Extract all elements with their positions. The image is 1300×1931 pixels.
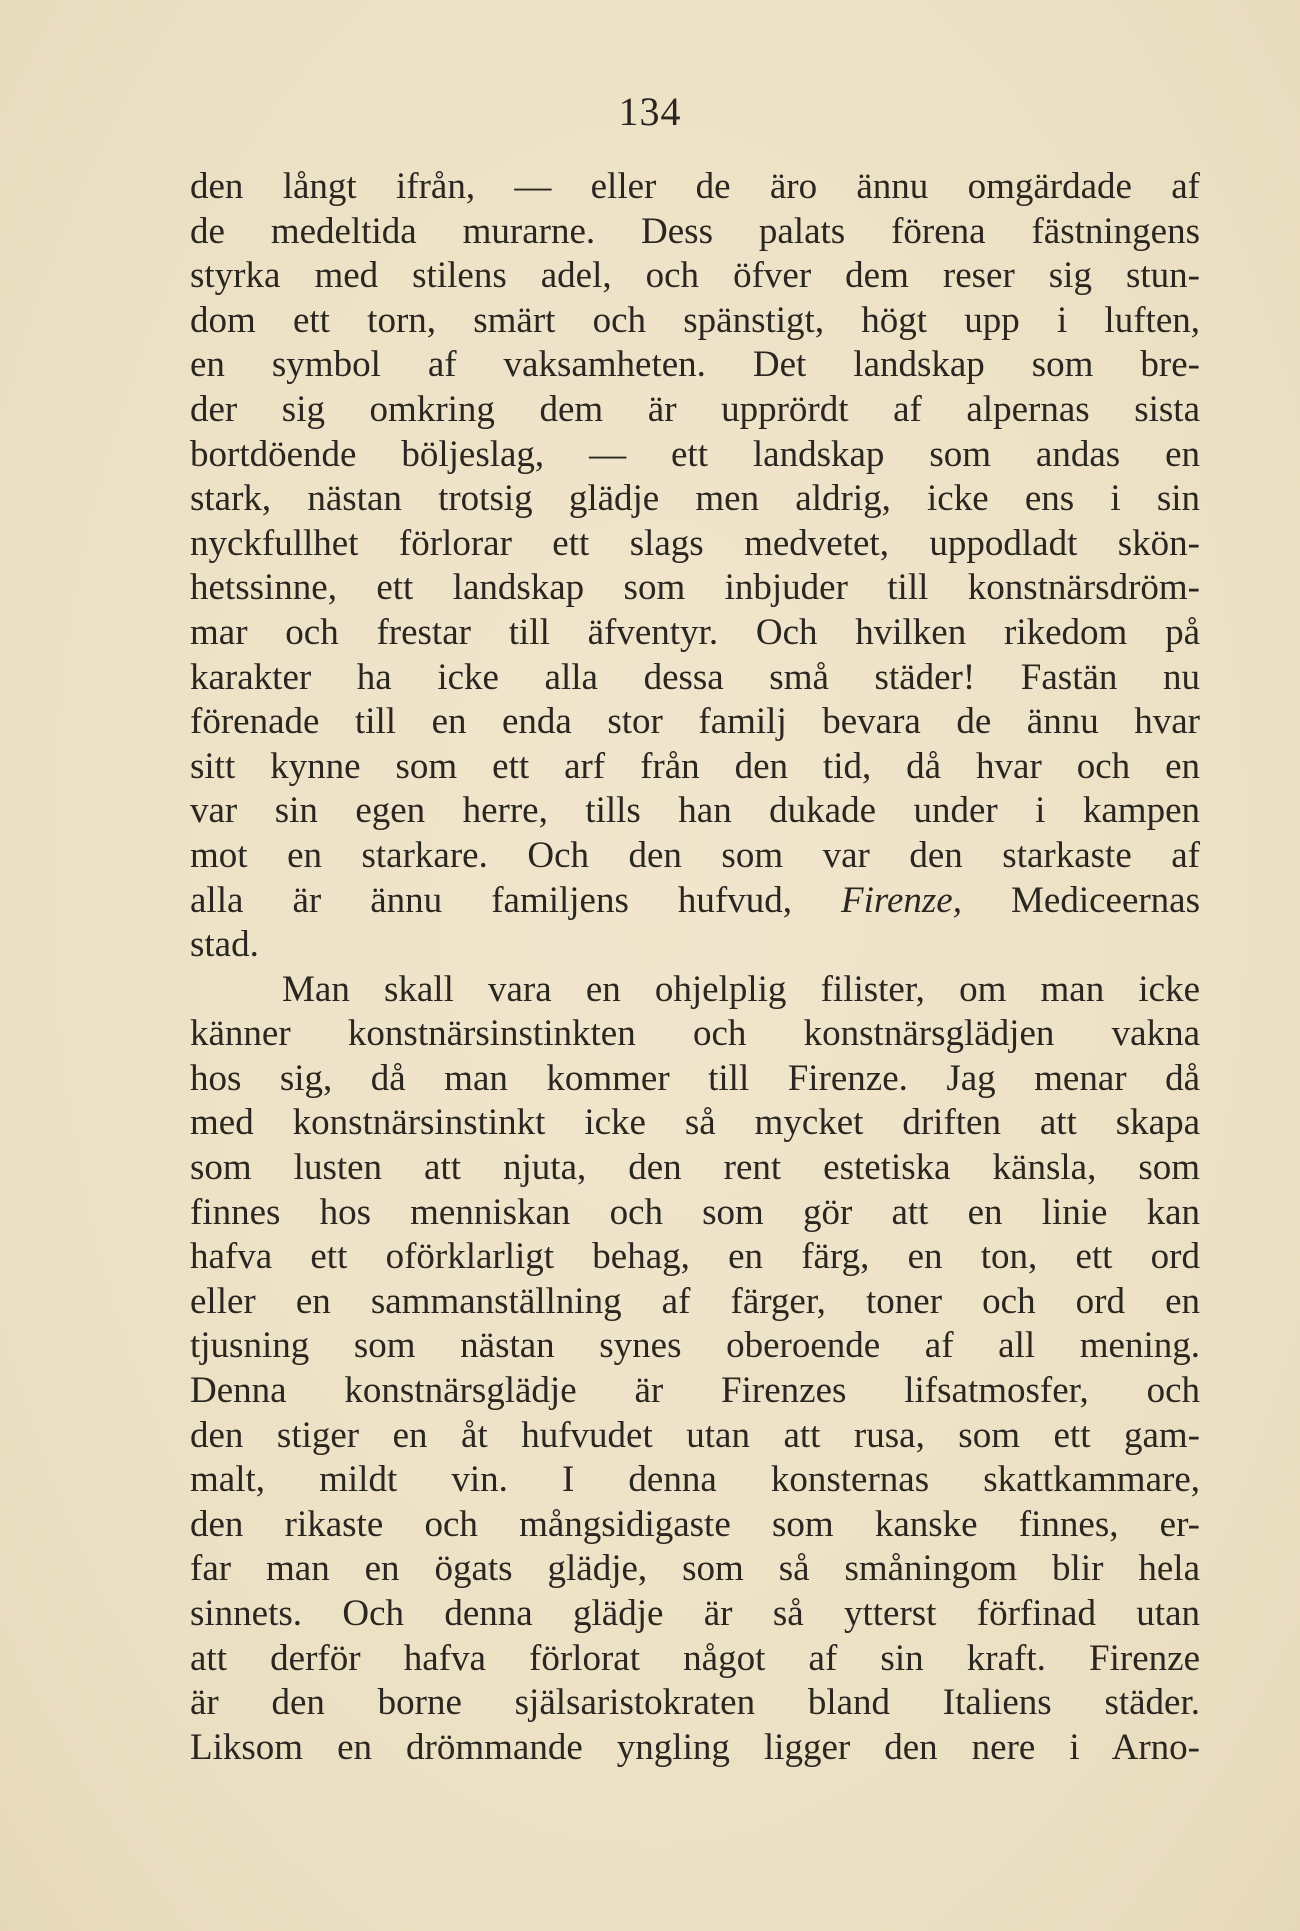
paragraph-last-line: stad. xyxy=(190,924,259,966)
text-line: bortdöende böljeslag, — ett landskap som andas en xyxy=(190,433,1200,475)
text-line: den långt ifrån, — eller de äro ännu omgärdade af xyxy=(190,166,1200,207)
text-line: malt, mildt vin. I denna konsternas skattkammare, xyxy=(190,1459,1200,1501)
text-line: med konstnärsinstinkt icke så mycket driften att skapa xyxy=(190,1102,1200,1144)
text-line: mot en starkare. Och den som var den starkaste af xyxy=(190,834,1200,876)
text-line: finnes hos menniskan och som gör att en linie kan xyxy=(190,1191,1200,1233)
italic-place-name: Firenze, xyxy=(841,879,962,921)
text-line: der sig omkring dem är upprördt af alpernas sista xyxy=(190,388,1200,430)
text-line: sinnets. Och denna glädje är så ytterst förfinad utan xyxy=(190,1593,1200,1634)
text-line: en symbol af vaksamheten. Det landskap som bre- xyxy=(190,344,1200,386)
text-line: mar och frestar till äfventyr. Och hvilken rikedom på xyxy=(190,611,1200,653)
text-line: var sin egen herre, tills han dukade under i kampen xyxy=(190,790,1200,832)
text-line: hetssinne, ett landskap som inbjuder till konstnärsdröm- xyxy=(190,567,1200,609)
text-line: de medeltida murarne. Dess palats förena fästningens xyxy=(190,210,1200,252)
paragraph-2 xyxy=(190,968,1200,1771)
text-line: tjusning som nästan synes oberoende af all mening. xyxy=(190,1325,1200,1367)
text-line: dom ett torn, smärt och spänstigt, högt upp i luften, xyxy=(190,299,1200,341)
text-line: stark, nästan trotsig glädje men aldrig, icke ens i sin xyxy=(190,478,1200,520)
text-line: att derför hafva förlorat något af sin kraft. Firenze xyxy=(190,1637,1200,1679)
line-text-after-italic: Mediceernas xyxy=(961,879,1200,921)
text-line-with-italic xyxy=(190,879,1200,924)
text-line: karakter ha icke alla dessa små städer! Fastän nu xyxy=(190,656,1200,698)
text-line: styrka med stilens adel, och öfver dem reser sig stun- xyxy=(190,255,1200,297)
text-line: hafva ett oförklarligt behag, en färg, en ton, ett ord xyxy=(190,1236,1200,1278)
paragraph-first-line: Man skall vara en ohjelplig filister, om man icke xyxy=(282,968,1200,1010)
text-line: sitt kynne som ett arf från den tid, då hvar och en xyxy=(190,745,1200,787)
text-line: förenade till en enda stor familj bevara de ännu hvar xyxy=(190,701,1200,743)
line-text-before-italic: alla är ännu familjens hufvud, xyxy=(190,879,842,921)
text-line: den rikaste och mångsidigaste som kanske finnes, er- xyxy=(190,1503,1200,1545)
text-line: är den borne själsaristokraten bland Italiens städer. xyxy=(190,1682,1200,1724)
text-line: Denna konstnärsglädje är Firenzes lifsatmosfer, och xyxy=(190,1370,1200,1412)
text-line: den stiger en åt hufvudet utan att rusa, som ett gam- xyxy=(190,1414,1200,1456)
paragraph-1 xyxy=(190,165,1200,968)
text-line: som lusten att njuta, den rent estetiska känsla, som xyxy=(190,1147,1200,1189)
text-line: Liksom en drömmande yngling ligger den nere i Arno- xyxy=(190,1726,1200,1768)
text-line: nyckfullhet förlorar ett slags medvetet, uppodladt skön- xyxy=(190,522,1200,564)
text-line: far man en ögats glädje, som så småningom blir hela xyxy=(190,1548,1200,1590)
body-text xyxy=(190,165,1200,1770)
text-line: eller en sammanställning af färger, toner och ord en xyxy=(190,1280,1200,1322)
page-number: 134 xyxy=(618,89,682,134)
text-line: hos sig, då man kommer till Firenze. Jag menar då xyxy=(190,1057,1200,1099)
text-line: känner konstnärsinstinkten och konstnärsglädjen vakna xyxy=(190,1013,1200,1055)
